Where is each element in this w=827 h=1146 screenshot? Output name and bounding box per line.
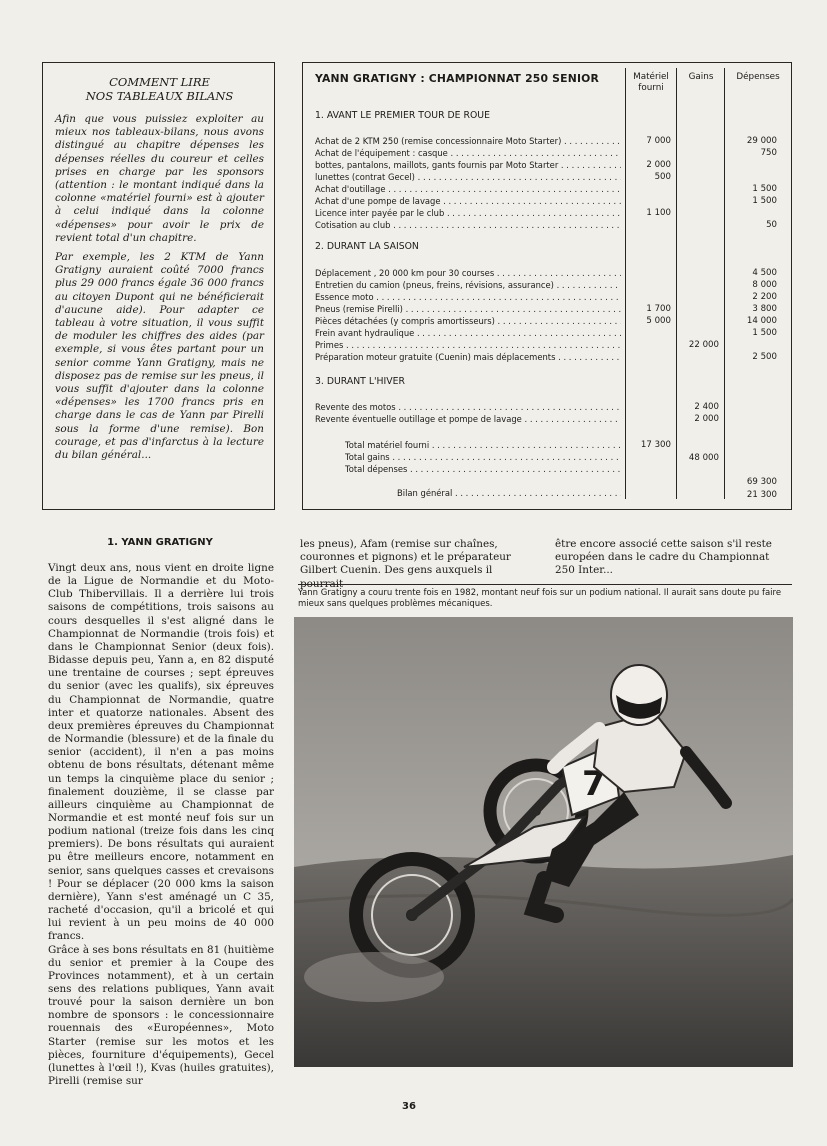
section-heading: 3. DURANT L'HIVER (315, 376, 405, 387)
table-row-label: Total matériel fourni . . . (345, 440, 621, 450)
table-title: YANN GRATIGNY : CHAMPIONNAT 250 SENIOR (315, 72, 600, 85)
table-row-label: Total dépenses . . . (345, 464, 621, 474)
table-cell-materiel: 1 700 (646, 304, 671, 314)
table-row-label: Total gains . . . (345, 452, 621, 462)
table-cell-depenses: 1 500 (752, 328, 777, 338)
how-to-read-paragraph-1: Afin que vous puissiez exploiter au mieux nos tableaux-bilans, nous avons distingué au chapitre dépenses les dépenses réelles du coureur et celles prises en charge par les sponsors (attention : le montant indiqué dans la colonne «matériel fourni» est à ajouter à celui indiqué dans la colonne «dépenses» pour avoir le prix de revient total d'un chapitre. (55, 113, 264, 244)
caption-rule (298, 584, 792, 585)
table-cell-depenses: 69 300 (746, 477, 777, 487)
table-cell-materiel: 2 000 (646, 160, 671, 170)
table-row-label: Bilan général . . . (397, 488, 621, 498)
table-row-label: Frein avant hydraulique . . . (315, 328, 621, 338)
column-header-materiel-line2: fourni (638, 83, 664, 93)
table-cell-gains: 2 400 (694, 402, 719, 412)
article-column-2: les pneus), Afam (remise sur chaînes, couronnes et pignons) et le préparateur Gilbert Cuenin. Des gens auxquels il pourrait (300, 538, 511, 590)
table-row-label: Revente éventuelle outillage et pompe de lavage . . . (315, 414, 621, 424)
article-column-3: être encore associé cette saison s'il reste européen dans le cadre du Championnat 250 Inter... (555, 538, 772, 577)
table-cell-materiel: 7 000 (646, 136, 671, 146)
table-cell-depenses: 50 (766, 220, 777, 230)
how-to-read-heading (55, 75, 264, 103)
table-cell-gains: 2 000 (694, 414, 719, 424)
table-row-label: lunettes (contrat Gecel) . . . (315, 172, 621, 182)
article-paragraph: Grâce à ses bons résultats en 81 (huitième du senior et premier à la Coupe des Provinces notamment), et à un certain sens des relations publiques, Yann avait trouvé pour la saison dernière un bon nombre de sponsors : le concessionnaire rouennais des «Européennes», Moto Starter (remise sur les motos et les pièces, fourniture d'équipements), Gecel (lunettes à l'œil !), Kvas (huiles gratuites), Pirelli (remise sur (48, 943, 274, 1088)
rider-helmet (611, 665, 667, 725)
page-number: 36 (402, 1101, 416, 1112)
table-cell-depenses: 14 000 (746, 316, 777, 326)
article-heading: 1. YANN GRATIGNY (107, 537, 213, 548)
table-cell-depenses: 1 500 (752, 184, 777, 194)
column-divider (724, 68, 725, 499)
table-row-label: Pneus (remise Pirelli) . . . (315, 304, 621, 314)
table-cell-materiel: 17 300 (640, 440, 671, 450)
table-row-label: Entretien du camion (pneus, freins, révisions, assurance) . . . (315, 280, 621, 290)
table-cell-depenses: 2 500 (752, 352, 777, 362)
table-row-label: Essence moto . . . (315, 292, 621, 302)
how-to-read-paragraph-2: Par exemple, les 2 KTM de Yann Gratigny auraient coûté 7000 francs plus 29 000 francs égale 36 000 francs au citoyen Dupont qui ne bénéficierait d'aucune aide). Pour adapter ce tableau à votre situation, il vous suffit de moduler les chiffres des aides (par exemple, si vous êtes partant pour un senior comme Yann Gratigny, mais ne disposez pas de remise sur les pneus, il vous suffit d'ajouter dans la colonne «dépenses» les 1700 francs pris en charge dans le cas de Yann par Pirelli sous la forme d'une remise). Bon courage, et pas d'infarctus à la lecture du bilan général... (55, 251, 264, 462)
table-row-label: Déplacement , 20 000 km pour 30 courses . . . (315, 268, 621, 278)
article-column-1 (48, 562, 274, 1088)
table-row-label: Préparation moteur gratuite (Cuenin) mais déplacements . . . (315, 352, 621, 362)
table-row-label: Achat de l'équipement : casque . . . (315, 148, 621, 158)
plate-number-text: 7 (582, 764, 606, 804)
table-row-label: Primes . . . (315, 340, 621, 350)
table-cell-gains: 22 000 (688, 340, 719, 350)
table-row-label: Achat de 2 KTM 250 (remise concessionnaire Moto Starter) . . . (315, 136, 621, 146)
budget-table (302, 62, 792, 510)
table-row-label: Revente des motos . . . (315, 402, 621, 412)
column-divider (625, 68, 626, 499)
table-cell-gains: 48 000 (688, 453, 719, 463)
photo-caption: Yann Gratigny a couru trente fois en 1982, montant neuf fois sur un podium national. Il aurait sans doute pu faire mieux sans quelques problèmes mécaniques. (298, 588, 782, 609)
section-heading: 1. AVANT LE PREMIER TOUR DE ROUE (315, 110, 490, 121)
table-cell-materiel: 1 100 (646, 208, 671, 218)
table-cell-depenses: 1 500 (752, 196, 777, 206)
table-row-label: Licence inter payée par le club . . . (315, 208, 621, 218)
how-to-read-heading-line1: COMMENT LIRE (109, 75, 210, 89)
table-cell-depenses: 2 200 (752, 292, 777, 302)
table-row-label: Achat d'outillage . . . (315, 184, 621, 194)
column-divider (676, 68, 677, 499)
table-cell-materiel: 500 (654, 172, 671, 182)
table-cell-depenses: 21 300 (746, 490, 777, 500)
table-cell-depenses: 4 500 (752, 268, 777, 278)
table-cell-depenses: 8 000 (752, 280, 777, 290)
table-row-label: Cotisation au club . . . (315, 220, 621, 230)
motocross-photo (294, 617, 793, 1067)
table-cell-depenses: 29 000 (746, 136, 777, 146)
table-cell-depenses: 750 (760, 148, 777, 158)
table-row-label: bottes, pantalons, maillots, gants fournis par Moto Starter . . . (315, 160, 621, 170)
column-header-materiel (628, 72, 674, 94)
column-header-materiel-line1: Matériel (633, 72, 669, 82)
column-header-depenses: Dépenses (736, 72, 780, 82)
table-row-label: Pièces détachées (y compris amortisseurs) . . . (315, 316, 621, 326)
how-to-read-box (42, 62, 275, 510)
table-cell-depenses: 3 800 (752, 304, 777, 314)
table-cell-materiel: 5 000 (646, 316, 671, 326)
article-paragraph: Vingt deux ans, nous vient en droite ligne de la Ligue de Normandie et du Moto-Club Thibervillais. Il a derrière lui trois saisons de compétitions, trois saisons au cours desquelles il s'est aligné dans le Championnat de Normandie (trois fois) et dans le Championnat Senior (deux fois). Bidasse depuis peu, Yann a, en 82 disputé une trentaine de courses ; sept épreuves du senior (avec les qualifs), six épreuves du Championnat de Normandie, quatre inter et quatorze nationales. Absent des deux premières épreuves du Championnat de Normandie (blessure) et de la finale du senior (accident), il n'en a pas moins obtenu de bons résultats, détenant même un temps la cinquième place du senior ; finalement douzième, il se classe par ailleurs cinquième au Championnat de Normandie et est monté neuf fois sur un podium national (treize fois dans les cinq premiers). De bons résultats qui auraient pu être meilleurs encore, notamment en senior, sans quelques casses et crevaisons ! Pour se déplacer (20 000 kms la saison dernière), Yann s'est aménagé un C 35, racheté d'occasion, qu'il a bricolé et qui lui revient à un peu moins de 40 000 francs. (48, 562, 274, 943)
how-to-read-heading-line2: NOS TABLEAUX BILANS (85, 89, 234, 103)
section-heading: 2. DURANT LA SAISON (315, 241, 419, 252)
column-header-gains: Gains (688, 72, 714, 82)
table-row-label: Achat d'une pompe de lavage . . . (315, 196, 621, 206)
